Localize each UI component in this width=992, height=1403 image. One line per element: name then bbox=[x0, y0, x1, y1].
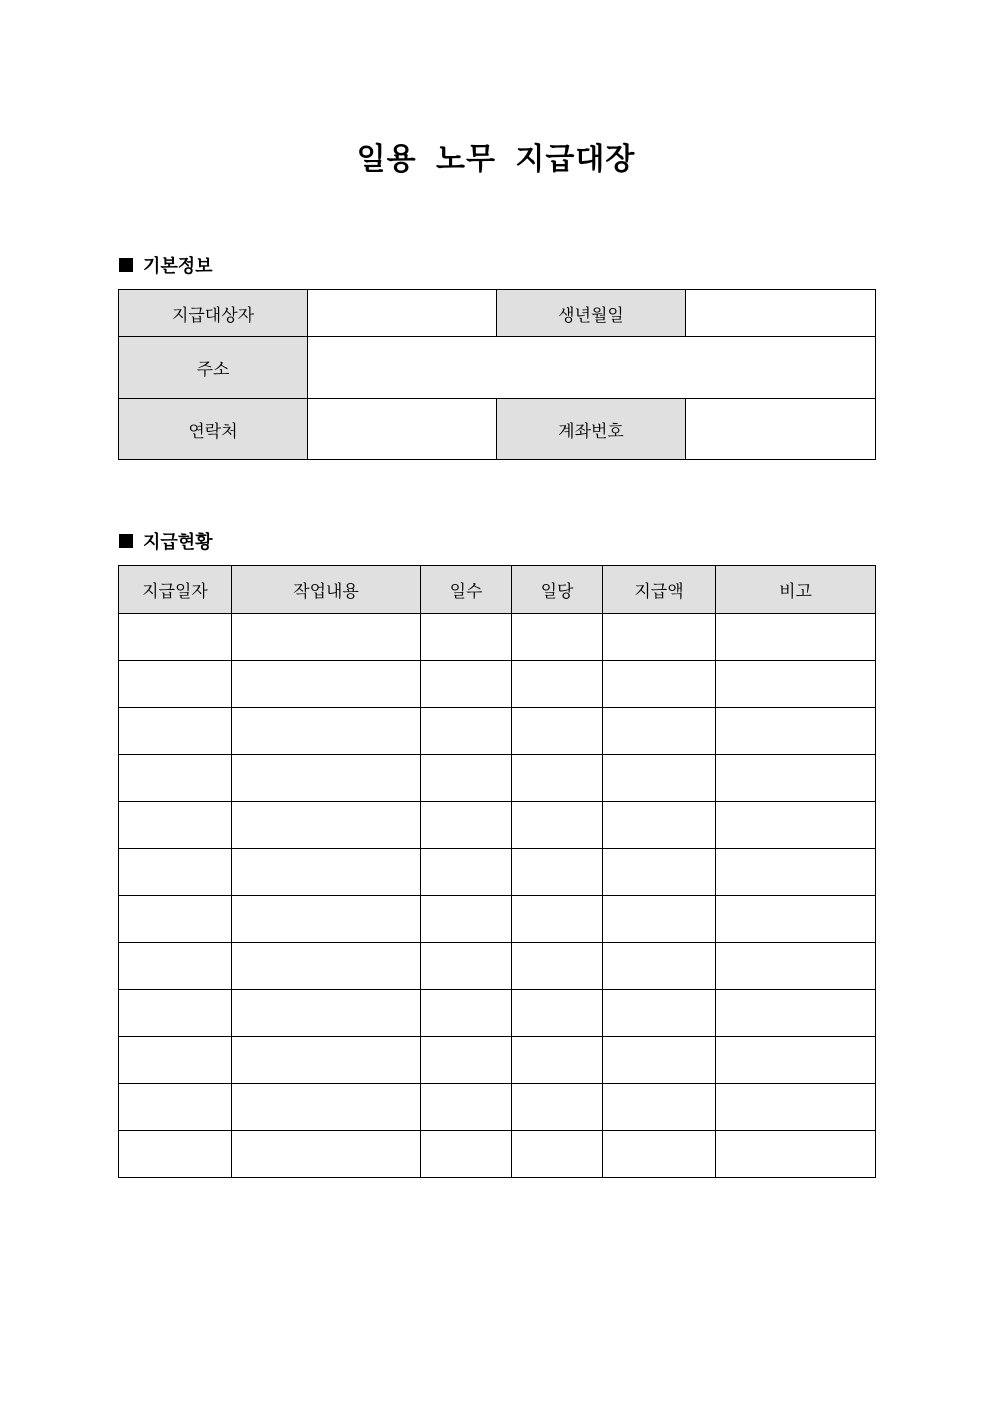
work-description-cell[interactable] bbox=[232, 1084, 421, 1131]
amount-cell[interactable] bbox=[603, 755, 716, 802]
daily-wage-cell[interactable] bbox=[512, 708, 603, 755]
daily-wage-cell[interactable] bbox=[512, 802, 603, 849]
pay-date-cell[interactable] bbox=[119, 1037, 232, 1084]
table-row bbox=[119, 337, 876, 399]
account-label: 계좌번호 bbox=[497, 399, 686, 460]
pay-date-cell[interactable] bbox=[119, 849, 232, 896]
basic-info-table bbox=[118, 289, 876, 460]
table-row bbox=[119, 290, 876, 337]
amount-cell[interactable] bbox=[603, 896, 716, 943]
amount-cell[interactable] bbox=[603, 614, 716, 661]
table-row bbox=[119, 755, 876, 802]
pay-date-cell[interactable] bbox=[119, 755, 232, 802]
work-description-cell[interactable] bbox=[232, 802, 421, 849]
pay-date-cell[interactable] bbox=[119, 614, 232, 661]
work-description-cell[interactable] bbox=[232, 755, 421, 802]
pay-date-cell[interactable] bbox=[119, 1084, 232, 1131]
days-cell[interactable] bbox=[421, 1037, 512, 1084]
birthdate-field[interactable] bbox=[686, 290, 876, 337]
days-cell[interactable] bbox=[421, 708, 512, 755]
column-header-remarks: 비고 bbox=[716, 566, 876, 614]
days-cell[interactable] bbox=[421, 802, 512, 849]
remarks-cell[interactable] bbox=[716, 661, 876, 708]
column-header-daily-wage: 일당 bbox=[512, 566, 603, 614]
remarks-cell[interactable] bbox=[716, 943, 876, 990]
days-cell[interactable] bbox=[421, 943, 512, 990]
table-row bbox=[119, 943, 876, 990]
address-field[interactable] bbox=[308, 337, 876, 399]
daily-wage-cell[interactable] bbox=[512, 755, 603, 802]
column-header-days: 일수 bbox=[421, 566, 512, 614]
daily-wage-cell[interactable] bbox=[512, 896, 603, 943]
column-header-amount: 지급액 bbox=[603, 566, 716, 614]
work-description-cell[interactable] bbox=[232, 943, 421, 990]
remarks-cell[interactable] bbox=[716, 708, 876, 755]
table-row bbox=[119, 399, 876, 460]
column-header-work-description: 작업내용 bbox=[232, 566, 421, 614]
work-description-cell[interactable] bbox=[232, 896, 421, 943]
work-description-cell[interactable] bbox=[232, 990, 421, 1037]
remarks-cell[interactable] bbox=[716, 802, 876, 849]
amount-cell[interactable] bbox=[603, 708, 716, 755]
days-cell[interactable] bbox=[421, 661, 512, 708]
days-cell[interactable] bbox=[421, 990, 512, 1037]
black-square-icon bbox=[119, 258, 133, 272]
birthdate-label: 생년월일 bbox=[497, 290, 686, 337]
daily-wage-cell[interactable] bbox=[512, 1131, 603, 1178]
table-row bbox=[119, 896, 876, 943]
black-square-icon bbox=[119, 534, 133, 548]
remarks-cell[interactable] bbox=[716, 849, 876, 896]
work-description-cell[interactable] bbox=[232, 614, 421, 661]
days-cell[interactable] bbox=[421, 614, 512, 661]
amount-cell[interactable] bbox=[603, 1131, 716, 1178]
address-label: 주소 bbox=[119, 337, 308, 399]
amount-cell[interactable] bbox=[603, 802, 716, 849]
days-cell[interactable] bbox=[421, 896, 512, 943]
daily-wage-cell[interactable] bbox=[512, 661, 603, 708]
remarks-cell[interactable] bbox=[716, 896, 876, 943]
amount-cell[interactable] bbox=[603, 1084, 716, 1131]
work-description-cell[interactable] bbox=[232, 849, 421, 896]
section-heading-label: 기본정보 bbox=[143, 256, 213, 277]
daily-wage-cell[interactable] bbox=[512, 1037, 603, 1084]
table-row bbox=[119, 1131, 876, 1178]
table-header-row bbox=[119, 566, 876, 614]
table-row bbox=[119, 614, 876, 661]
days-cell[interactable] bbox=[421, 755, 512, 802]
work-description-cell[interactable] bbox=[232, 708, 421, 755]
table-row bbox=[119, 802, 876, 849]
work-description-cell[interactable] bbox=[232, 1037, 421, 1084]
remarks-cell[interactable] bbox=[716, 990, 876, 1037]
remarks-cell[interactable] bbox=[716, 1131, 876, 1178]
daily-wage-cell[interactable] bbox=[512, 1084, 603, 1131]
pay-date-cell[interactable] bbox=[119, 802, 232, 849]
pay-date-cell[interactable] bbox=[119, 1131, 232, 1178]
daily-wage-cell[interactable] bbox=[512, 943, 603, 990]
amount-cell[interactable] bbox=[603, 661, 716, 708]
payment-table bbox=[118, 565, 876, 1178]
remarks-cell[interactable] bbox=[716, 1037, 876, 1084]
amount-cell[interactable] bbox=[603, 849, 716, 896]
amount-cell[interactable] bbox=[603, 1037, 716, 1084]
recipient-field[interactable] bbox=[308, 290, 497, 337]
page-title: 일용 노무 지급대장 bbox=[356, 142, 636, 177]
amount-cell[interactable] bbox=[603, 943, 716, 990]
pay-date-cell[interactable] bbox=[119, 896, 232, 943]
column-header-pay-date: 지급일자 bbox=[119, 566, 232, 614]
contact-label: 연락처 bbox=[119, 399, 308, 460]
section-heading-basic-info bbox=[119, 252, 213, 278]
section-heading-label: 지급현황 bbox=[143, 532, 213, 553]
amount-cell[interactable] bbox=[603, 990, 716, 1037]
contact-field[interactable] bbox=[308, 399, 497, 460]
table-row bbox=[119, 1037, 876, 1084]
pay-date-cell[interactable] bbox=[119, 708, 232, 755]
work-description-cell[interactable] bbox=[232, 1131, 421, 1178]
daily-wage-cell[interactable] bbox=[512, 849, 603, 896]
days-cell[interactable] bbox=[421, 1084, 512, 1131]
section-heading-payment-status bbox=[119, 528, 213, 554]
table-row bbox=[119, 1084, 876, 1131]
pay-date-cell[interactable] bbox=[119, 990, 232, 1037]
table-row bbox=[119, 849, 876, 896]
remarks-cell[interactable] bbox=[716, 1084, 876, 1131]
recipient-label: 지급대상자 bbox=[119, 290, 308, 337]
days-cell[interactable] bbox=[421, 849, 512, 896]
table-row bbox=[119, 661, 876, 708]
days-cell[interactable] bbox=[421, 1131, 512, 1178]
table-row bbox=[119, 990, 876, 1037]
work-description-cell[interactable] bbox=[232, 661, 421, 708]
remarks-cell[interactable] bbox=[716, 755, 876, 802]
account-field[interactable] bbox=[686, 399, 876, 460]
daily-wage-cell[interactable] bbox=[512, 990, 603, 1037]
remarks-cell[interactable] bbox=[716, 614, 876, 661]
daily-wage-cell[interactable] bbox=[512, 614, 603, 661]
table-row bbox=[119, 708, 876, 755]
pay-date-cell[interactable] bbox=[119, 943, 232, 990]
pay-date-cell[interactable] bbox=[119, 661, 232, 708]
